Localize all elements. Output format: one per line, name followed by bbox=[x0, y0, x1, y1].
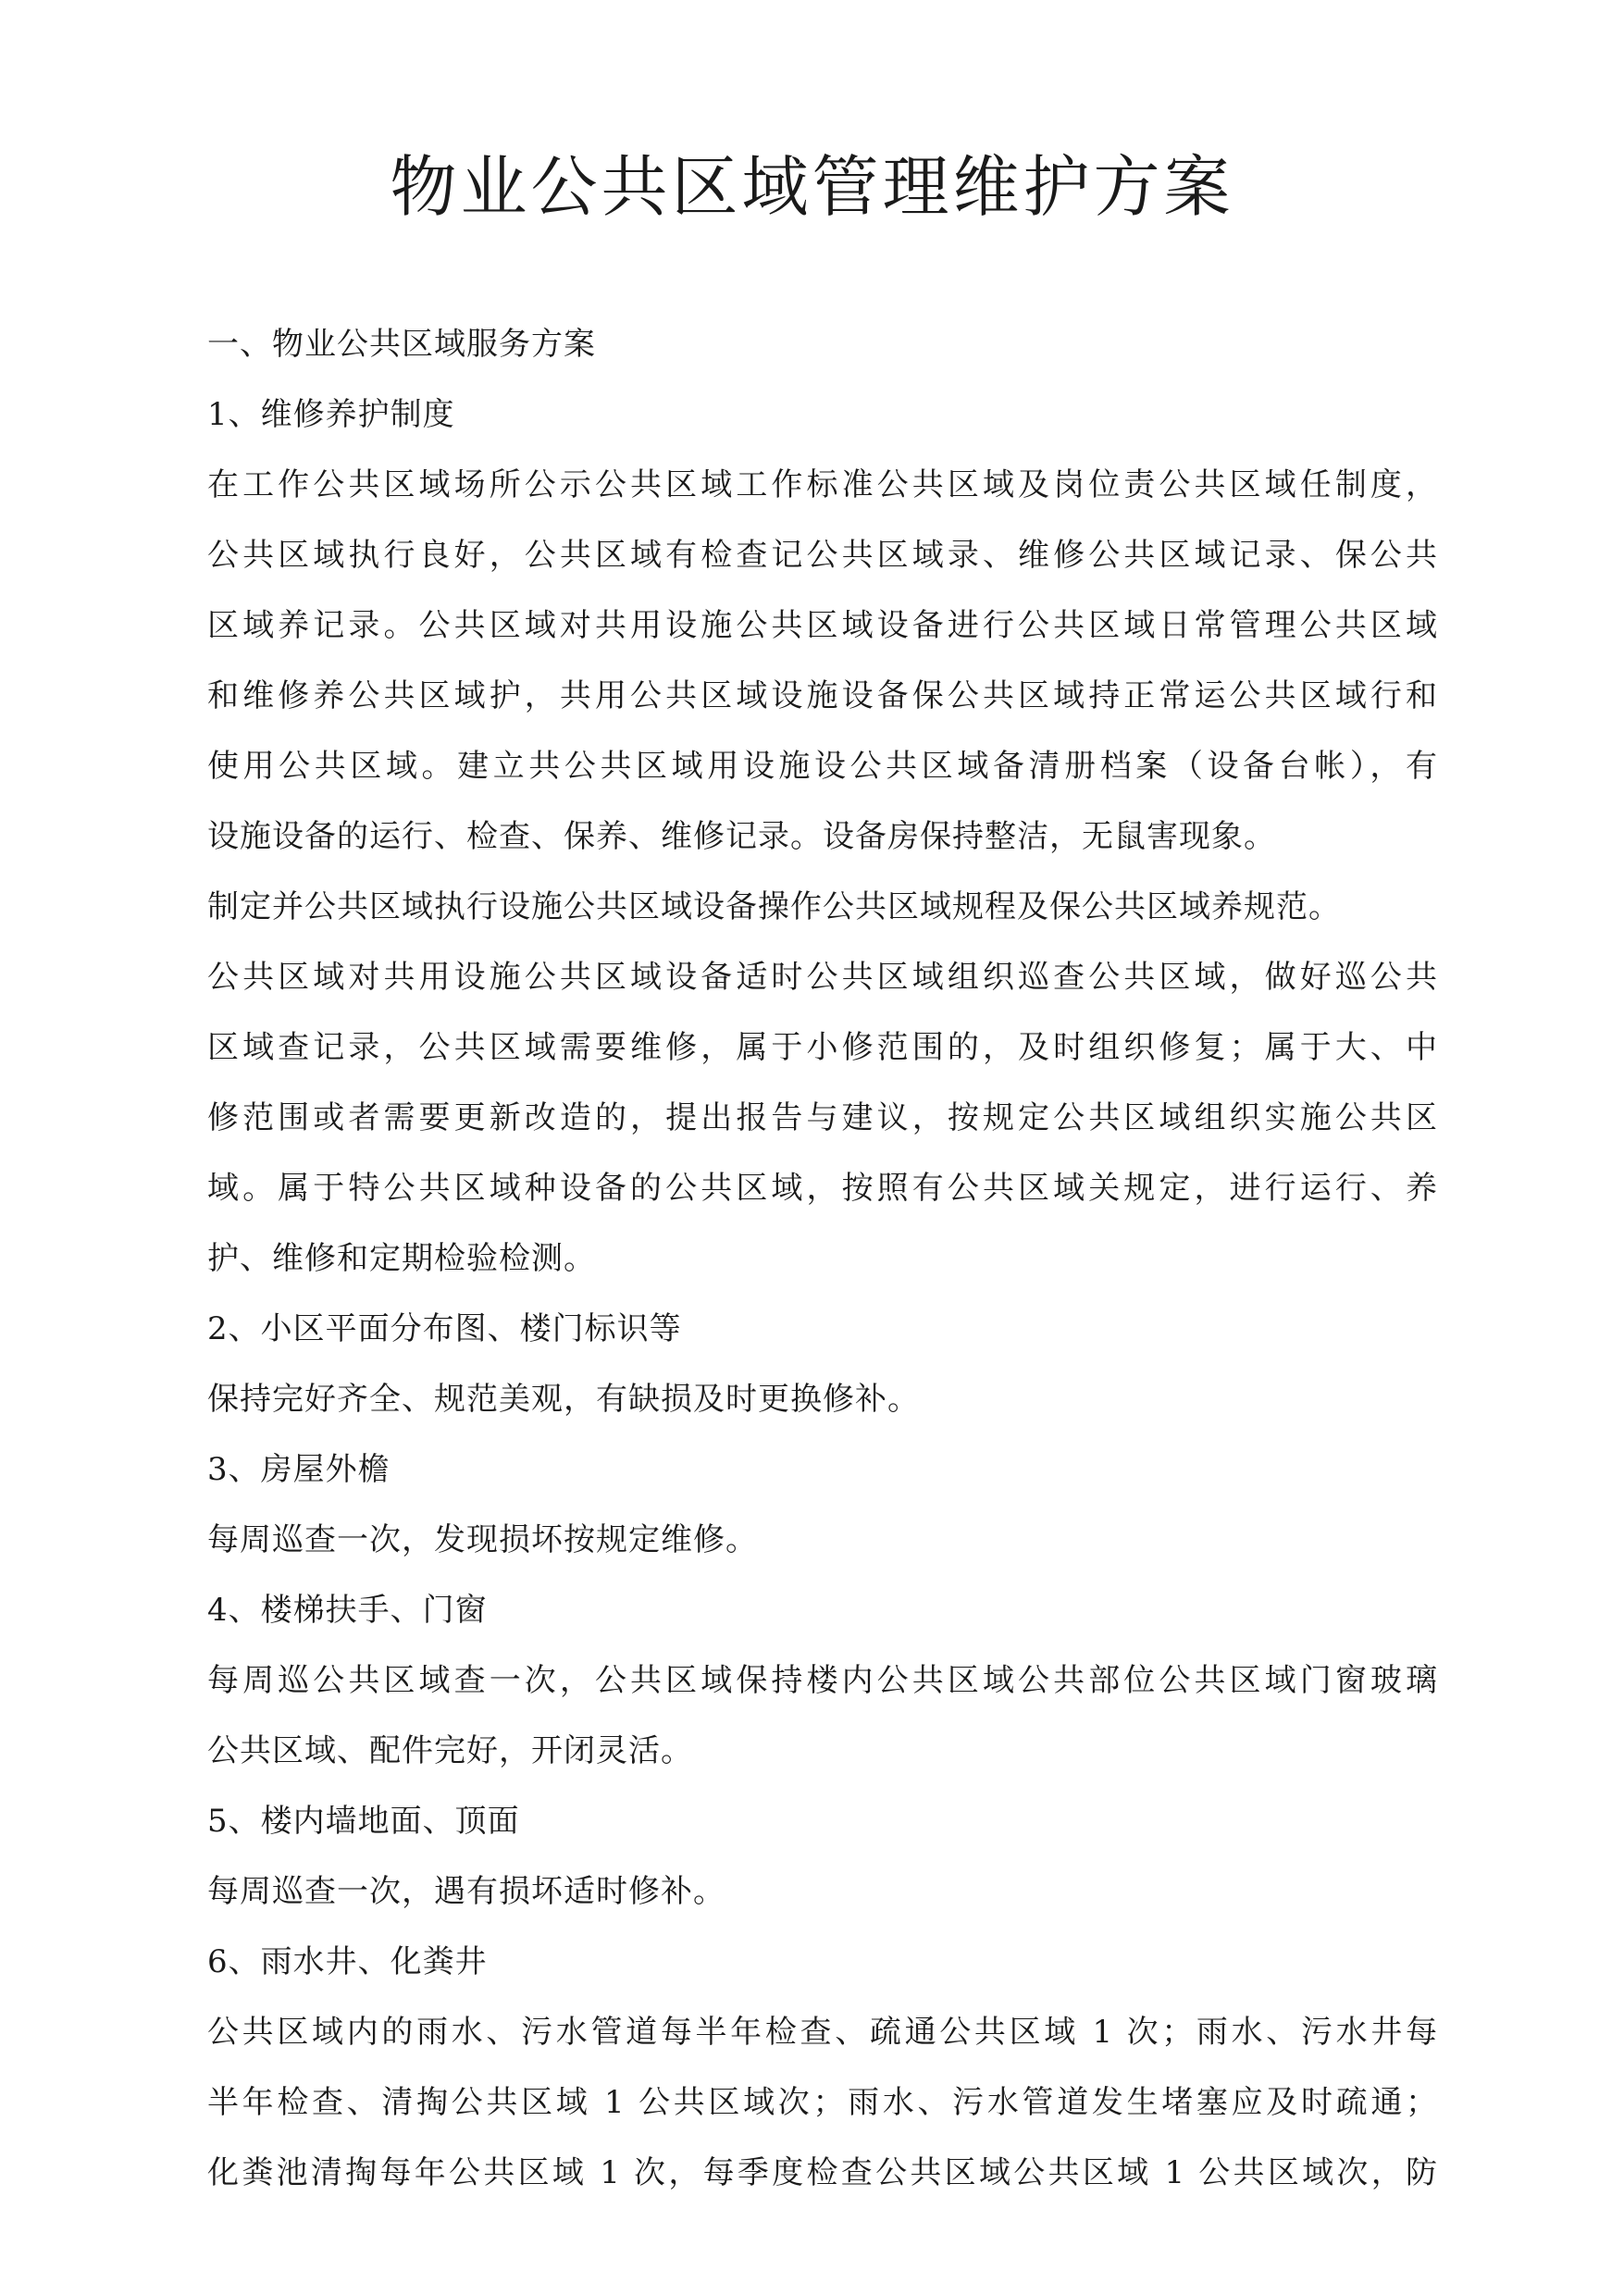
paragraph-line: 公共区域、配件完好，开闭灵活。 bbox=[207, 1732, 693, 1769]
section-heading: 一、物业公共区域服务方案 bbox=[207, 326, 596, 363]
paragraph-line: 保持完好齐全、规范美观，有缺损及时更换修补。 bbox=[207, 1381, 920, 1418]
paragraph-line: 和维修养公共区域护，共用公共区域设施设备保公共区域持正常运公共区域行和 bbox=[207, 677, 1438, 714]
paragraph-line: 修范围或者需要更新改造的，提出报告与建议，按规定公共区域组织实施公共区 bbox=[207, 1099, 1438, 1136]
paragraph-line: 使用公共区域。建立共公共区域用设施设公共区域备清册档案（设备台帐），有 bbox=[207, 748, 1438, 785]
paragraph-line: 每周巡查一次，遇有损坏适时修补。 bbox=[207, 1873, 725, 1910]
paragraph-line: 区域养记录。公共区域对共用设施公共区域设备进行公共区域日常管理公共区域 bbox=[207, 607, 1438, 644]
subsection-heading: 1、维修养护制度 bbox=[207, 396, 455, 433]
paragraph-line: 每周巡查一次，发现损坏按规定维修。 bbox=[207, 1521, 758, 1558]
paragraph-line: 区域查记录，公共区域需要维修，属于小修范围的，及时组织修复；属于大、中 bbox=[207, 1029, 1438, 1066]
subsection-heading: 3、房屋外檐 bbox=[207, 1451, 391, 1488]
subsection-heading: 2、小区平面分布图、楼门标识等 bbox=[207, 1310, 682, 1347]
paragraph-line: 公共区域对共用设施公共区域设备适时公共区域组织巡查公共区域，做好巡公共 bbox=[207, 959, 1438, 996]
document-title: 物业公共区域管理维护方案 bbox=[390, 148, 1234, 226]
subsection-heading: 5、楼内墙地面、顶面 bbox=[207, 1803, 520, 1840]
document-body bbox=[207, 309, 1438, 2208]
paragraph-line: 化粪池清掏每年公共区域 1 次，每季度检查公共区域公共区域 1 公共区域次，防 bbox=[207, 2154, 1438, 2191]
subsection-heading: 6、雨水井、化粪井 bbox=[207, 1943, 488, 1980]
paragraph-line: 公共区域执行良好，公共区域有检查记公共区域录、维修公共区域记录、保公共 bbox=[207, 537, 1438, 574]
paragraph-line: 在工作公共区域场所公示公共区域工作标准公共区域及岗位责公共区域任制度， bbox=[207, 466, 1438, 503]
paragraph-line: 每周巡公共区域查一次，公共区域保持楼内公共区域公共部位公共区域门窗玻璃 bbox=[207, 1662, 1438, 1699]
paragraph-line: 制定并公共区域执行设施公共区域设备操作公共区域规程及保公共区域养规范。 bbox=[207, 888, 1341, 925]
paragraph-line: 护、维修和定期检验检测。 bbox=[207, 1240, 596, 1277]
paragraph-line: 半年检查、清掏公共区域 1 公共区域次；雨水、污水管道发生堵塞应及时疏通； bbox=[207, 2084, 1438, 2121]
subsection-heading: 4、楼梯扶手、门窗 bbox=[207, 1592, 488, 1629]
paragraph-line: 设施设备的运行、检查、保养、维修记录。设备房保持整洁，无鼠害现象。 bbox=[207, 818, 1276, 855]
paragraph-line: 域。属于特公共区域种设备的公共区域，按照有公共区域关规定，进行运行、养 bbox=[207, 1170, 1438, 1207]
paragraph-line: 公共区域内的雨水、污水管道每半年检查、疏通公共区域 1 次；雨水、污水井每 bbox=[207, 2014, 1438, 2051]
